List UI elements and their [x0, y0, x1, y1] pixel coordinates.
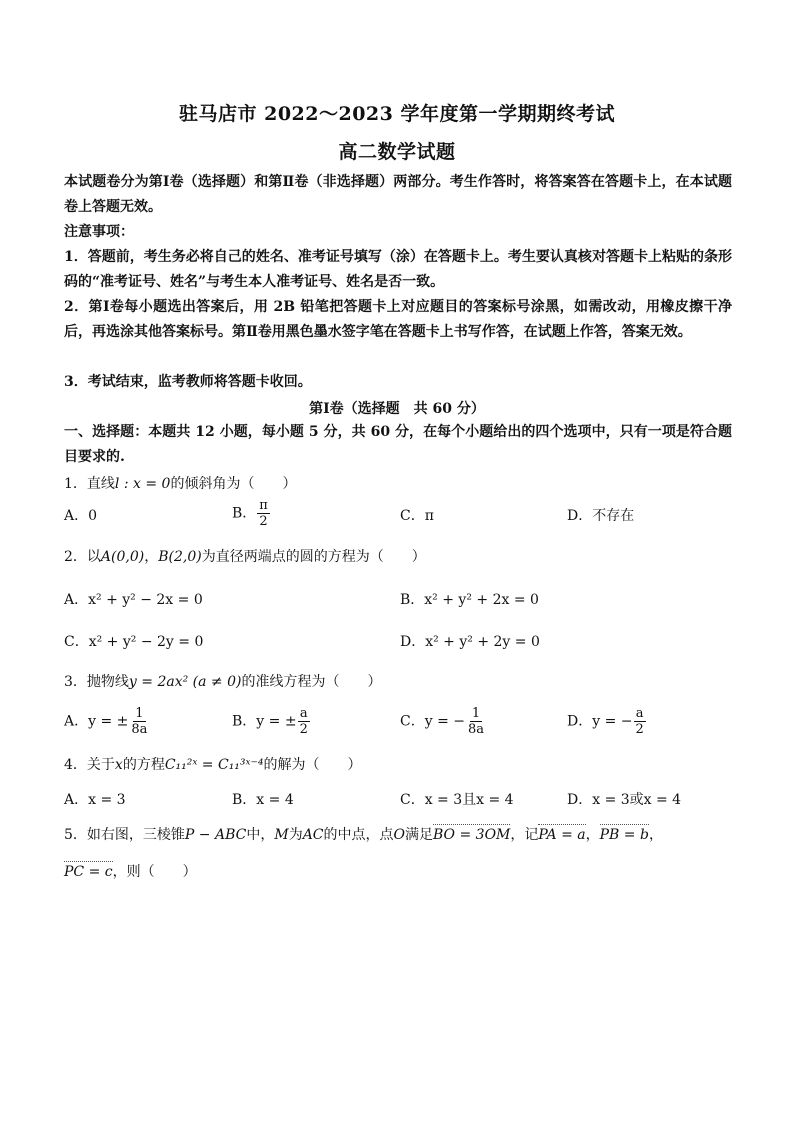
q2-point-b: B(2,0) [158, 549, 202, 565]
q3-c-num: 1 [471, 706, 481, 721]
question-3 [64, 672, 381, 692]
q5-t4: 满足 [405, 827, 433, 843]
q1-stem-pre: 1．直线 [64, 476, 115, 492]
q1-option-d: D．不存在 [567, 508, 635, 524]
q5-t1: 中， [246, 827, 275, 843]
q5-t3: 的中点，点 [323, 827, 394, 843]
q3-d-den: 2 [635, 722, 644, 737]
q5-vector-bo: BO = 3OM [433, 827, 511, 843]
q2-point-a: A(0,0) [100, 549, 145, 565]
q4-stem-math: C₁₁²ˣ = C₁₁³ˣ⁻⁴ [164, 757, 264, 773]
q3-b-fraction [298, 706, 310, 737]
q3-b-label: B．y = ± [232, 713, 297, 730]
q3-option-b [232, 706, 311, 737]
q3-d-fraction [634, 706, 646, 737]
q5-segment-ac: AC [302, 827, 324, 843]
q3-c-label: C．y = − [400, 713, 465, 730]
q1-b-num: π [259, 498, 268, 513]
q1-b-den: 2 [259, 514, 268, 529]
q1-stem-post: 的倾斜角为（ ） [170, 476, 297, 492]
q3-a-label: A．y = ± [64, 713, 129, 730]
q3-option-c [400, 706, 487, 737]
q1-option-b [232, 498, 271, 529]
exam-subtitle: 高二数学试题 [338, 141, 456, 163]
q4-stem-post: 的解为（ ） [263, 757, 362, 773]
q2-sep: ， [144, 549, 159, 565]
section-heading: 第Ⅰ卷（选择题 共 60 分） [309, 401, 485, 417]
q2-option-c: C．x² + y² − 2y = 0 [64, 634, 204, 650]
q1-option-c: C．π [400, 508, 434, 524]
q1-stem-math: l : x = 0 [114, 476, 171, 492]
q5-vector-pb: PB = b [599, 827, 649, 843]
q1-b-label: B． [232, 505, 257, 522]
q2-option-b: B．x² + y² + 2x = 0 [400, 592, 539, 608]
intro-paragraph: 本试题卷分为第Ⅰ卷（选择题）和第Ⅱ卷（非选择题）两部分。考生作答时，将答案答在答题卡上，在本试题卷上答题无效。 [64, 174, 732, 215]
section-instruction: 一、选择题：本题共 12 小题，每小题 5 分，共 60 分，在每个小题给出的四个选项中，只有一项是符合题目要求的. [64, 424, 732, 465]
q5-t7: ， [648, 827, 663, 843]
q5-vector-pa: PA = a [538, 827, 586, 843]
q3-a-den: 8a [131, 722, 148, 737]
q3-d-num: a [635, 706, 644, 721]
question-2 [64, 547, 426, 567]
q2-option-a: A．x² + y² − 2x = 0 [64, 592, 203, 608]
question-1 [64, 474, 296, 494]
q5-t5: ，记 [510, 827, 539, 843]
question-4 [64, 755, 362, 775]
q1-b-fraction [257, 498, 270, 529]
q3-stem-pre: 3．抛物线 [64, 674, 129, 690]
q3-option-d [567, 706, 647, 737]
q4-option-d: D．x = 3或x = 4 [567, 792, 682, 808]
exam-title: 驻马店市 2022～2023 学年度第一学期期终考试 [179, 103, 615, 125]
q3-stem-post: 的准线方程为（ ） [241, 674, 382, 690]
q5-line2-post: ，则（ ） [112, 864, 197, 880]
q4-option-b: B．x = 4 [232, 792, 294, 808]
q3-option-a [64, 706, 150, 737]
q4-variable: x [114, 757, 123, 773]
q4-stem-pre: 4．关于 [64, 757, 115, 773]
q3-d-label: D．y = − [567, 713, 633, 730]
q5-pyramid: P − ABC [184, 827, 247, 843]
q5-point-m: M [274, 827, 289, 843]
q3-a-num: 1 [135, 706, 144, 721]
q4-option-c: C．x = 3且x = 4 [400, 792, 514, 808]
q3-b-den: 2 [299, 722, 308, 737]
q2-option-d: D．x² + y² + 2y = 0 [400, 634, 540, 650]
q3-c-fraction [466, 706, 486, 737]
notes-title: 注意事项： [64, 224, 134, 240]
q2-stem-pre: 2．以 [64, 549, 101, 565]
q3-stem-math: y = 2ax² (a ≠ 0) [128, 674, 242, 690]
q3-b-num: a [299, 706, 308, 721]
q5-t6: ， [585, 827, 600, 843]
question-5-line-1 [64, 825, 663, 845]
q3-a-fraction [129, 706, 149, 737]
q2-stem-post: 为直径两端点的圆的方程为（ ） [201, 549, 426, 565]
q4-stem-mid: 的方程 [122, 757, 165, 773]
q5-vector-pc: PC = c [64, 864, 113, 880]
question-5-line-2 [64, 862, 197, 882]
note-1: 1．答题前，考生务必将自己的姓名、准考证号填写（涂）在答题卡上。考生要认真核对答题卡上粘贴的条形码的“准考证号、姓名”与考生本人准考证号、姓名是否一致。 [64, 249, 732, 290]
q5-t2: 为 [288, 827, 303, 843]
q5-point-o: O [393, 827, 405, 843]
q3-c-den: 8a [467, 722, 485, 737]
note-2: 2．第Ⅰ卷每小题选出答案后，用 2B 铅笔把答题卡上对应题目的答案标号涂黑，如需改动，用橡皮擦干净后，再选涂其他答案标号。第Ⅱ卷用黑色墨水签字笔在答题卡上书写作答，在试题上作答，答案无效。 [64, 299, 732, 340]
q1-option-a: A．0 [64, 508, 98, 524]
note-3: 3．考试结束，监考教师将答题卡收回。 [64, 374, 312, 390]
q4-option-a: A．x = 3 [64, 792, 126, 808]
q5-t0: 5．如右图，三棱锥 [64, 827, 185, 843]
